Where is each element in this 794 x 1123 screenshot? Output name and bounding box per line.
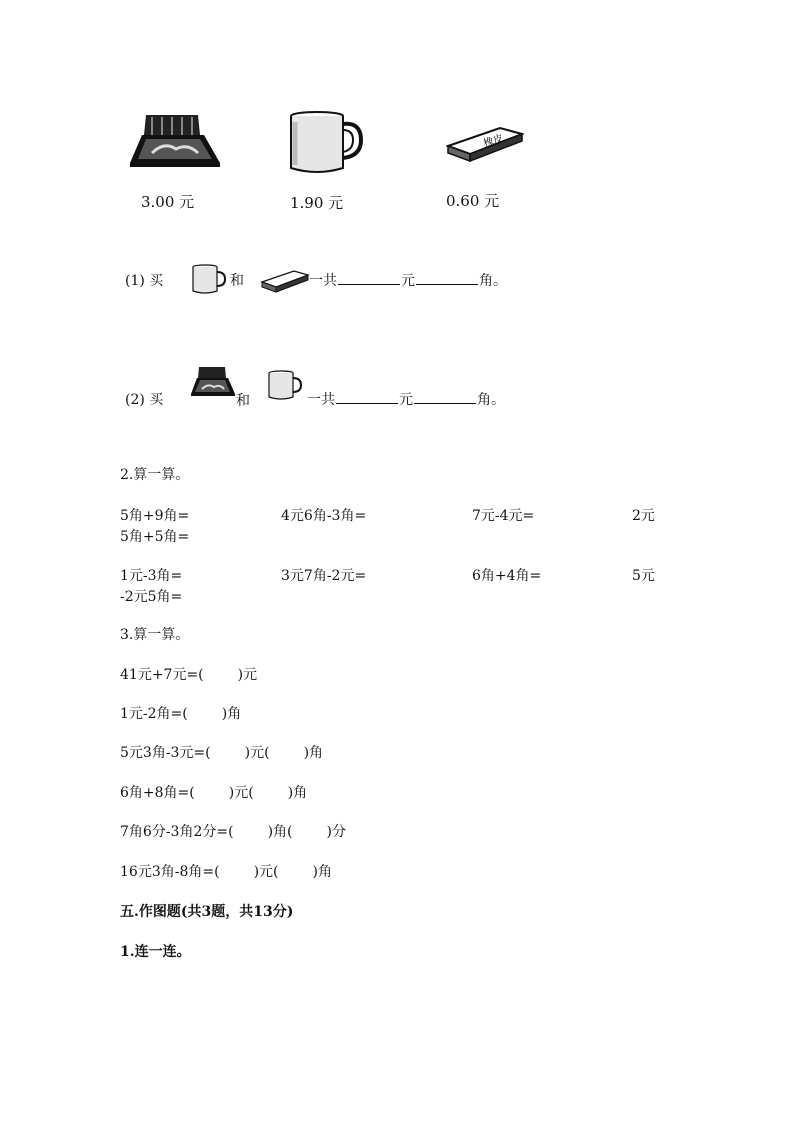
s3-line-2	[120, 703, 241, 723]
s2-r1-continued: 5角+5角=	[120, 529, 190, 545]
mug-small-icon-2	[267, 370, 303, 402]
s2-r2-c2: 3元7角-2元=	[281, 568, 367, 584]
q2-jiao: 角。	[477, 392, 505, 408]
s3-l6-b: )元(	[253, 864, 279, 880]
s2-r2-c1: 1元-3角=	[120, 568, 183, 584]
s3-l4-c: )角	[287, 785, 308, 801]
s3-line-1	[120, 664, 257, 684]
s3-l1-b: )元	[237, 667, 258, 683]
q1-total: 一共	[309, 273, 337, 289]
box-price: 3.00 元	[141, 193, 195, 211]
section5-title: 五.作图题(共3题，共13分)	[120, 904, 294, 920]
q2-yuan: 元	[399, 392, 413, 408]
eraser-price: 0.60 元	[446, 192, 500, 210]
s3-line-6	[120, 861, 332, 881]
q1-yuan: 元	[401, 273, 415, 289]
s3-l4-a: 6角+8角=(	[120, 785, 195, 801]
s3-l2-a: 1元-2角=(	[120, 706, 188, 722]
s2-r2-c3: 6角+4角=	[472, 568, 542, 584]
s3-line-5	[120, 821, 346, 841]
q1-jiao: 角。	[479, 273, 507, 289]
s3-l4-b: )元(	[228, 785, 254, 801]
s3-line-4	[120, 782, 307, 802]
s2-r2-continued: -2元5角=	[120, 589, 183, 605]
mug-small-icon	[191, 264, 227, 296]
s3-line-3	[120, 742, 323, 762]
mug-picture	[287, 110, 367, 178]
section3-title: 3.算一算。	[120, 627, 190, 643]
eraser-picture	[446, 124, 524, 164]
s2-r1-c4: 2元	[632, 508, 655, 524]
s3-l5-b: )角(	[267, 824, 293, 840]
s2-r1-c3: 7元-4元=	[472, 508, 535, 524]
q2-answer-line	[307, 389, 505, 409]
section5-sub: 1.连一连。	[120, 944, 191, 960]
mug-price: 1.90 元	[290, 194, 344, 212]
q2-yuan-blank[interactable]	[336, 389, 398, 404]
q2-total: 一共	[307, 392, 335, 408]
s3-l5-c: )分	[326, 824, 346, 840]
s2-r1-c2: 4元6角-3角=	[281, 508, 367, 524]
q1-label: (1) 买	[125, 273, 164, 289]
eraser-small-icon	[260, 268, 310, 294]
q2-jiao-blank[interactable]	[414, 389, 476, 404]
s3-l1-a: 41元+7元=(	[120, 667, 204, 683]
s3-l3-c: )角	[303, 745, 324, 761]
pencil-box-small-icon	[190, 366, 236, 398]
q1-yuan-blank[interactable]	[338, 270, 400, 285]
s3-l6-c: )角	[312, 864, 332, 880]
pencil-box-picture	[128, 113, 223, 168]
s3-l2-b: )角	[221, 706, 242, 722]
s2-r2-c4: 5元	[632, 568, 655, 584]
eraser-label: 橡皮	[482, 133, 505, 150]
s3-l3-b: )元(	[244, 745, 270, 761]
q2-and: 和	[236, 393, 250, 409]
s2-r1-c1: 5角+9角=	[120, 508, 190, 524]
q1-jiao-blank[interactable]	[416, 270, 478, 285]
s3-l6-a: 16元3角-8角=(	[120, 864, 220, 880]
s3-l5-a: 7角6分-3角2分=(	[120, 824, 234, 840]
section2-title: 2.算一算。	[120, 467, 190, 483]
q1-and: 和	[230, 273, 244, 289]
q1-answer-line	[309, 270, 507, 290]
q2-label: (2) 买	[125, 392, 164, 408]
s3-l3-a: 5元3角-3元=(	[120, 745, 211, 761]
